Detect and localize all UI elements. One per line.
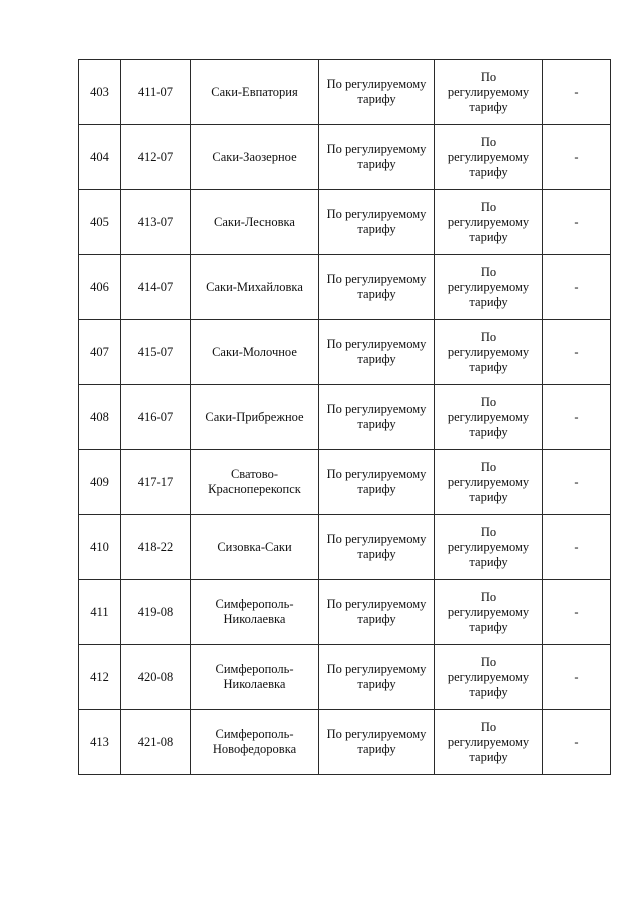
table-row [79,450,611,515]
tariff-cell-second [435,255,543,320]
tariff-text-second: По регулируемому тарифу [447,719,530,764]
tariff-text: По регулируемому тарифу [326,337,427,366]
tariff-text-second: По регулируемому тарифу [447,524,530,569]
table-row [79,125,611,190]
tariff-text: По регулируемому тарифу [326,272,427,301]
tariff-cell [319,125,435,190]
route-name-cell [191,320,319,385]
tariff-cell [319,255,435,320]
tariff-text: По регулируемому тарифу [326,532,427,561]
tariff-text-second: По регулируемому тарифу [447,199,530,244]
note-cell: - [543,255,611,320]
note-cell: - [543,450,611,515]
table-row [79,255,611,320]
table-row [79,580,611,645]
note-cell: - [543,645,611,710]
route-name-text: Саки-Прибрежное [205,409,304,424]
route-code-cell: 421-08 [121,710,191,775]
tariff-text-second: По регулируемому тарифу [447,329,530,374]
route-name-text: Саки-Михайловка [206,279,303,294]
tariff-cell-second [435,645,543,710]
route-name-text: Сватово-Красноперекопск [208,467,301,496]
tariff-text-second: По регулируемому тарифу [447,459,530,504]
table-row [79,385,611,450]
route-name-text: Симферополь-Новофедоровка [212,727,297,756]
tariff-cell [319,450,435,515]
tariff-cell [319,60,435,125]
note-cell: - [543,190,611,255]
tariff-cell [319,580,435,645]
note-cell: - [543,385,611,450]
tariff-cell-second [435,385,543,450]
tariff-text: По регулируемому тарифу [326,597,427,626]
note-cell: - [543,60,611,125]
tariff-cell-second [435,580,543,645]
route-name-text: Саки-Молочное [212,344,297,359]
tariff-cell-second [435,60,543,125]
route-name-cell [191,125,319,190]
route-code-cell: 415-07 [121,320,191,385]
row-number-cell: 412 [79,645,121,710]
row-number-cell: 411 [79,580,121,645]
row-number-cell: 407 [79,320,121,385]
note-cell: - [543,710,611,775]
row-number-cell: 405 [79,190,121,255]
route-name-text: Симферополь-Николаевка [215,662,294,691]
tariff-text: По регулируемому тарифу [326,727,427,756]
routes-table [78,59,611,775]
row-number-cell: 409 [79,450,121,515]
tariff-text: По регулируемому тарифу [326,662,427,691]
note-cell: - [543,125,611,190]
tariff-cell [319,515,435,580]
tariff-cell [319,190,435,255]
tariff-text: По регулируемому тарифу [326,402,427,431]
table-row [79,60,611,125]
route-code-cell: 417-17 [121,450,191,515]
route-name-text: Саки-Заозерное [212,149,297,164]
note-cell: - [543,515,611,580]
note-cell: - [543,320,611,385]
tariff-cell [319,645,435,710]
table-row [79,710,611,775]
route-name-text: Саки-Лесновка [214,214,295,229]
tariff-text: По регулируемому тарифу [326,142,427,171]
route-name-cell [191,60,319,125]
route-name-text: Симферополь-Николаевка [215,597,294,626]
route-name-cell [191,515,319,580]
route-name-cell [191,645,319,710]
route-name-cell [191,710,319,775]
table-row [79,515,611,580]
note-cell: - [543,580,611,645]
tariff-cell [319,320,435,385]
route-name-text: Сизовка-Саки [217,539,292,554]
routes-table-body [79,60,611,775]
row-number-cell: 404 [79,125,121,190]
route-name-cell [191,255,319,320]
tariff-cell-second [435,320,543,385]
route-code-cell: 414-07 [121,255,191,320]
tariff-text-second: По регулируемому тарифу [447,264,530,309]
route-name-text: Саки-Евпатория [211,84,298,99]
tariff-text: По регулируемому тарифу [326,467,427,496]
row-number-cell: 406 [79,255,121,320]
tariff-cell [319,710,435,775]
tariff-text-second: По регулируемому тарифу [447,589,530,634]
tariff-cell-second [435,190,543,255]
table-row [79,645,611,710]
tariff-cell-second [435,710,543,775]
tariff-text-second: По регулируемому тарифу [447,654,530,699]
route-code-cell: 420-08 [121,645,191,710]
route-name-cell [191,580,319,645]
tariff-cell [319,385,435,450]
route-code-cell: 416-07 [121,385,191,450]
row-number-cell: 413 [79,710,121,775]
row-number-cell: 403 [79,60,121,125]
row-number-cell: 410 [79,515,121,580]
row-number-cell: 408 [79,385,121,450]
route-code-cell: 418-22 [121,515,191,580]
tariff-cell-second [435,125,543,190]
tariff-text-second: По регулируемому тарифу [447,69,530,114]
tariff-text: По регулируемому тарифу [326,207,427,236]
table-row [79,190,611,255]
route-code-cell: 419-08 [121,580,191,645]
route-code-cell: 412-07 [121,125,191,190]
tariff-text-second: По регулируемому тарифу [447,394,530,439]
route-code-cell: 411-07 [121,60,191,125]
tariff-text: По регулируемому тарифу [326,77,427,106]
tariff-cell-second [435,450,543,515]
route-name-cell [191,190,319,255]
route-code-cell: 413-07 [121,190,191,255]
table-row [79,320,611,385]
route-name-cell [191,450,319,515]
route-name-cell [191,385,319,450]
tariff-cell-second [435,515,543,580]
tariff-text-second: По регулируемому тарифу [447,134,530,179]
